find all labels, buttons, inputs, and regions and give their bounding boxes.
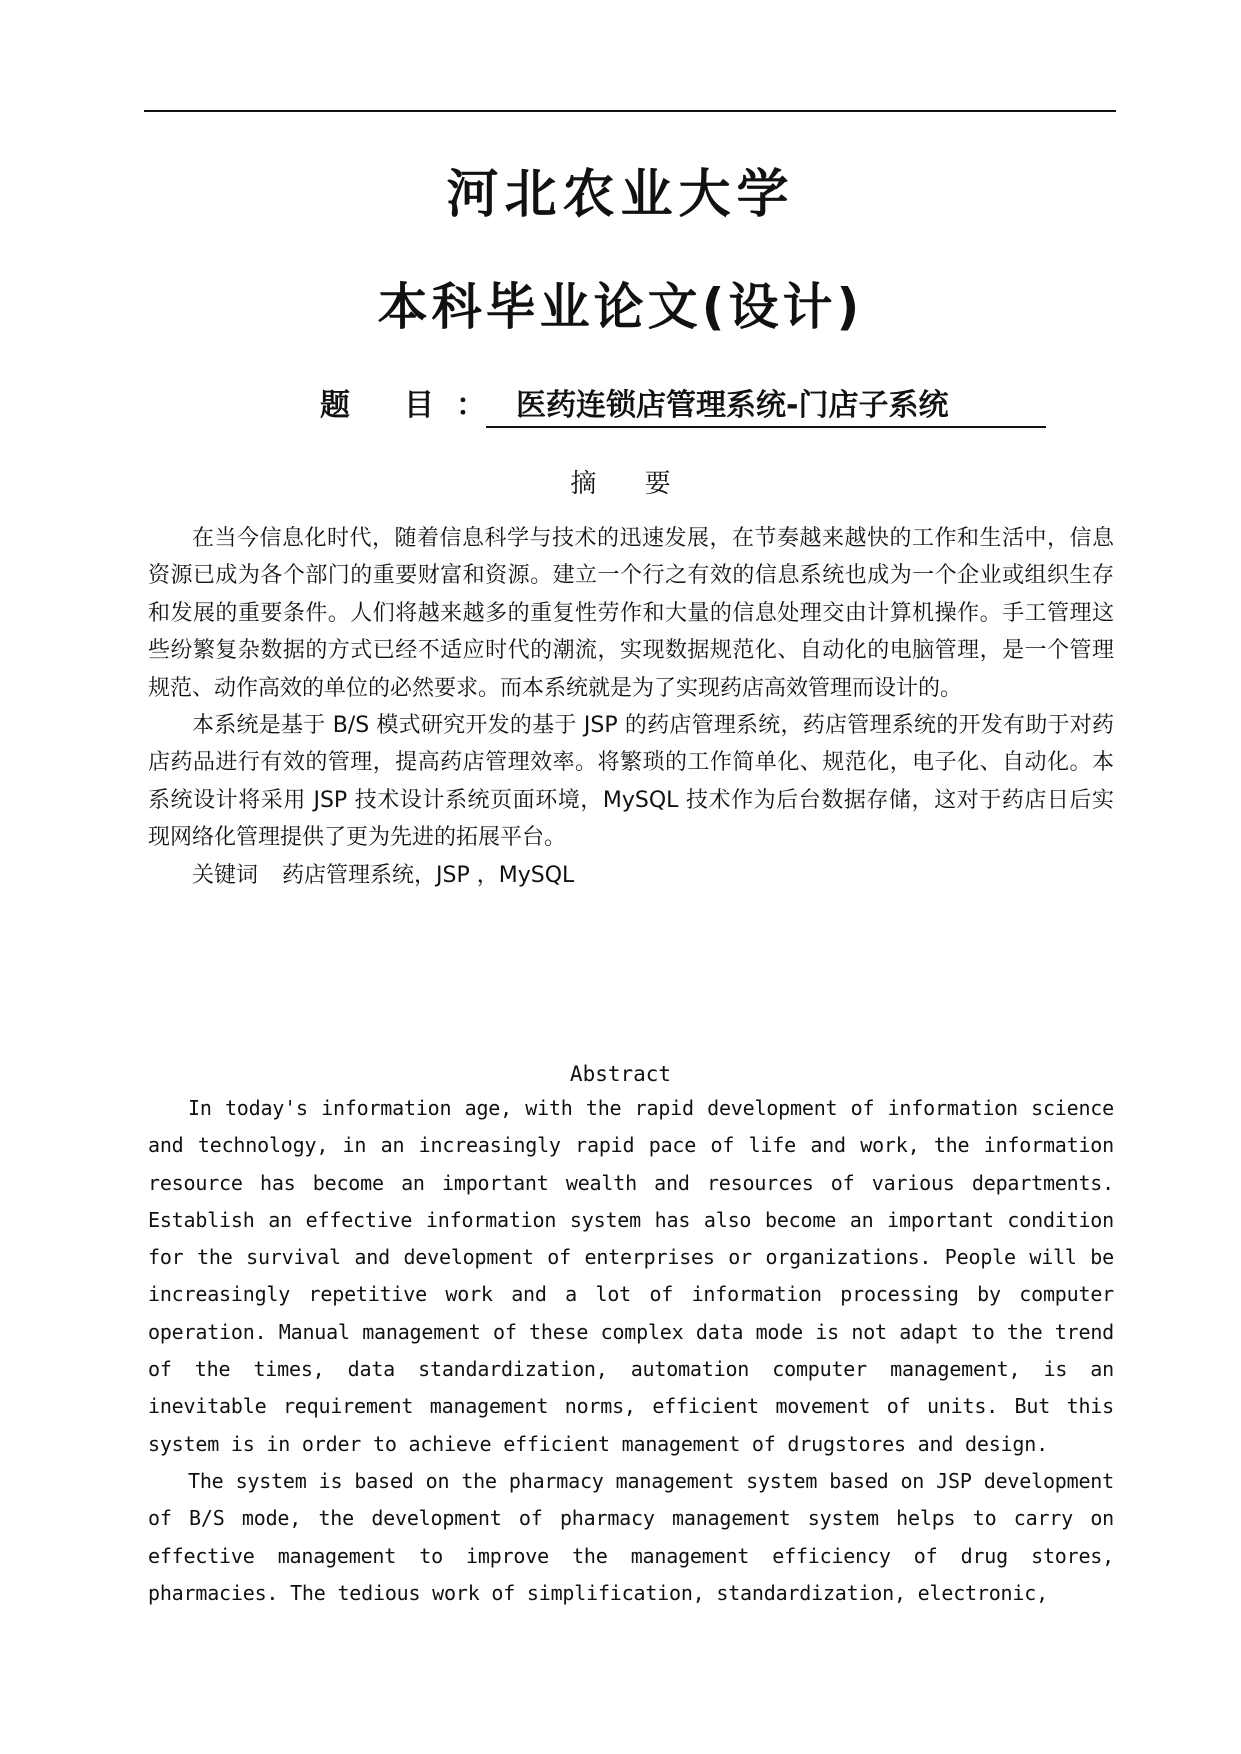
english-abstract-paragraph: In today's information age, with the rapid development of information science and technology, in an increasingly rapid pace of life and work, the information resource has become an important wealth and resources of various departments. Establish an effective information system has also become an important condition for the survival and development of enterprises or organizations. People will be increasingly repetitive work and a lot of information processing by computer operation. Manual management of these complex data mode is not adapt to the trend of the times, data standardization, automation computer management, is an inevitable requirement management norms, efficient movement of units. But this system is in order to achieve efficient management of drugstores and design. [148,1096,1114,1456]
header-rule [144,110,1116,112]
topic-label-1: 题 [320,388,350,423]
topic-line [320,384,1040,428]
chinese-abstract-title: 摘 要 [570,469,691,499]
chinese-abstract-paragraph: 本系统是基于 B/S 模式研究开发的基于 JSP 的药店管理系统，药店管理系统的开发有助于对药店药品进行有效的管理，提高药店管理效率。将繁琐的工作简单化、规范化，电子化、自动化。本系统设计将采用 JSP 技术设计系统页面环境，MySQL 技术作为后台数据存储，这对于药店日后实现网络化管理提供了更为先进的拓展平台。 [148,713,1114,851]
keywords-line [148,857,1114,894]
keywords-value: 药店管理系统，JSP ，MySQL [282,862,575,888]
thesis-type-title: 本科毕业论文(设计) [377,278,864,336]
topic-value: 医药连锁店管理系统-门店子系统 [486,386,1046,428]
chinese-abstract-paragraph: 在当今信息化时代，随着信息科学与技术的迅速发展，在节奏越来越快的工作和生活中，信息资源已成为各个部门的重要财富和资源。建立一个行之有效的信息系统也成为一个企业或组织生存和发展的重要条件。人们将越来越多的重复性劳作和大量的信息处理交由计算机操作。手工管理这些纷繁复杂数据的方式已经不适应时代的潮流，实现数据规范化、自动化的电脑管理，是一个管理规范、动作高效的单位的必然要求。而本系统就是为了实现药店高效管理而设计的。 [148,526,1114,701]
english-abstract-body [148,1090,1114,1612]
chinese-abstract-body [148,520,1114,894]
english-abstract-title: Abstract [569,1062,672,1086]
topic-separator: ： [456,388,486,423]
english-abstract-paragraph: The system is based on the pharmacy management system based on JSP development of B/S mode, the development of pharmacy management system helps to carry on effective management to improve the management efficiency of drug stores, pharmacies. The tedious work of simplification, standardization, electronic, [148,1468,1114,1605]
keywords-label: 关键词 [192,862,259,888]
topic-label-2: 目 [404,388,434,423]
university-name: 河北农业大学 [446,165,795,225]
